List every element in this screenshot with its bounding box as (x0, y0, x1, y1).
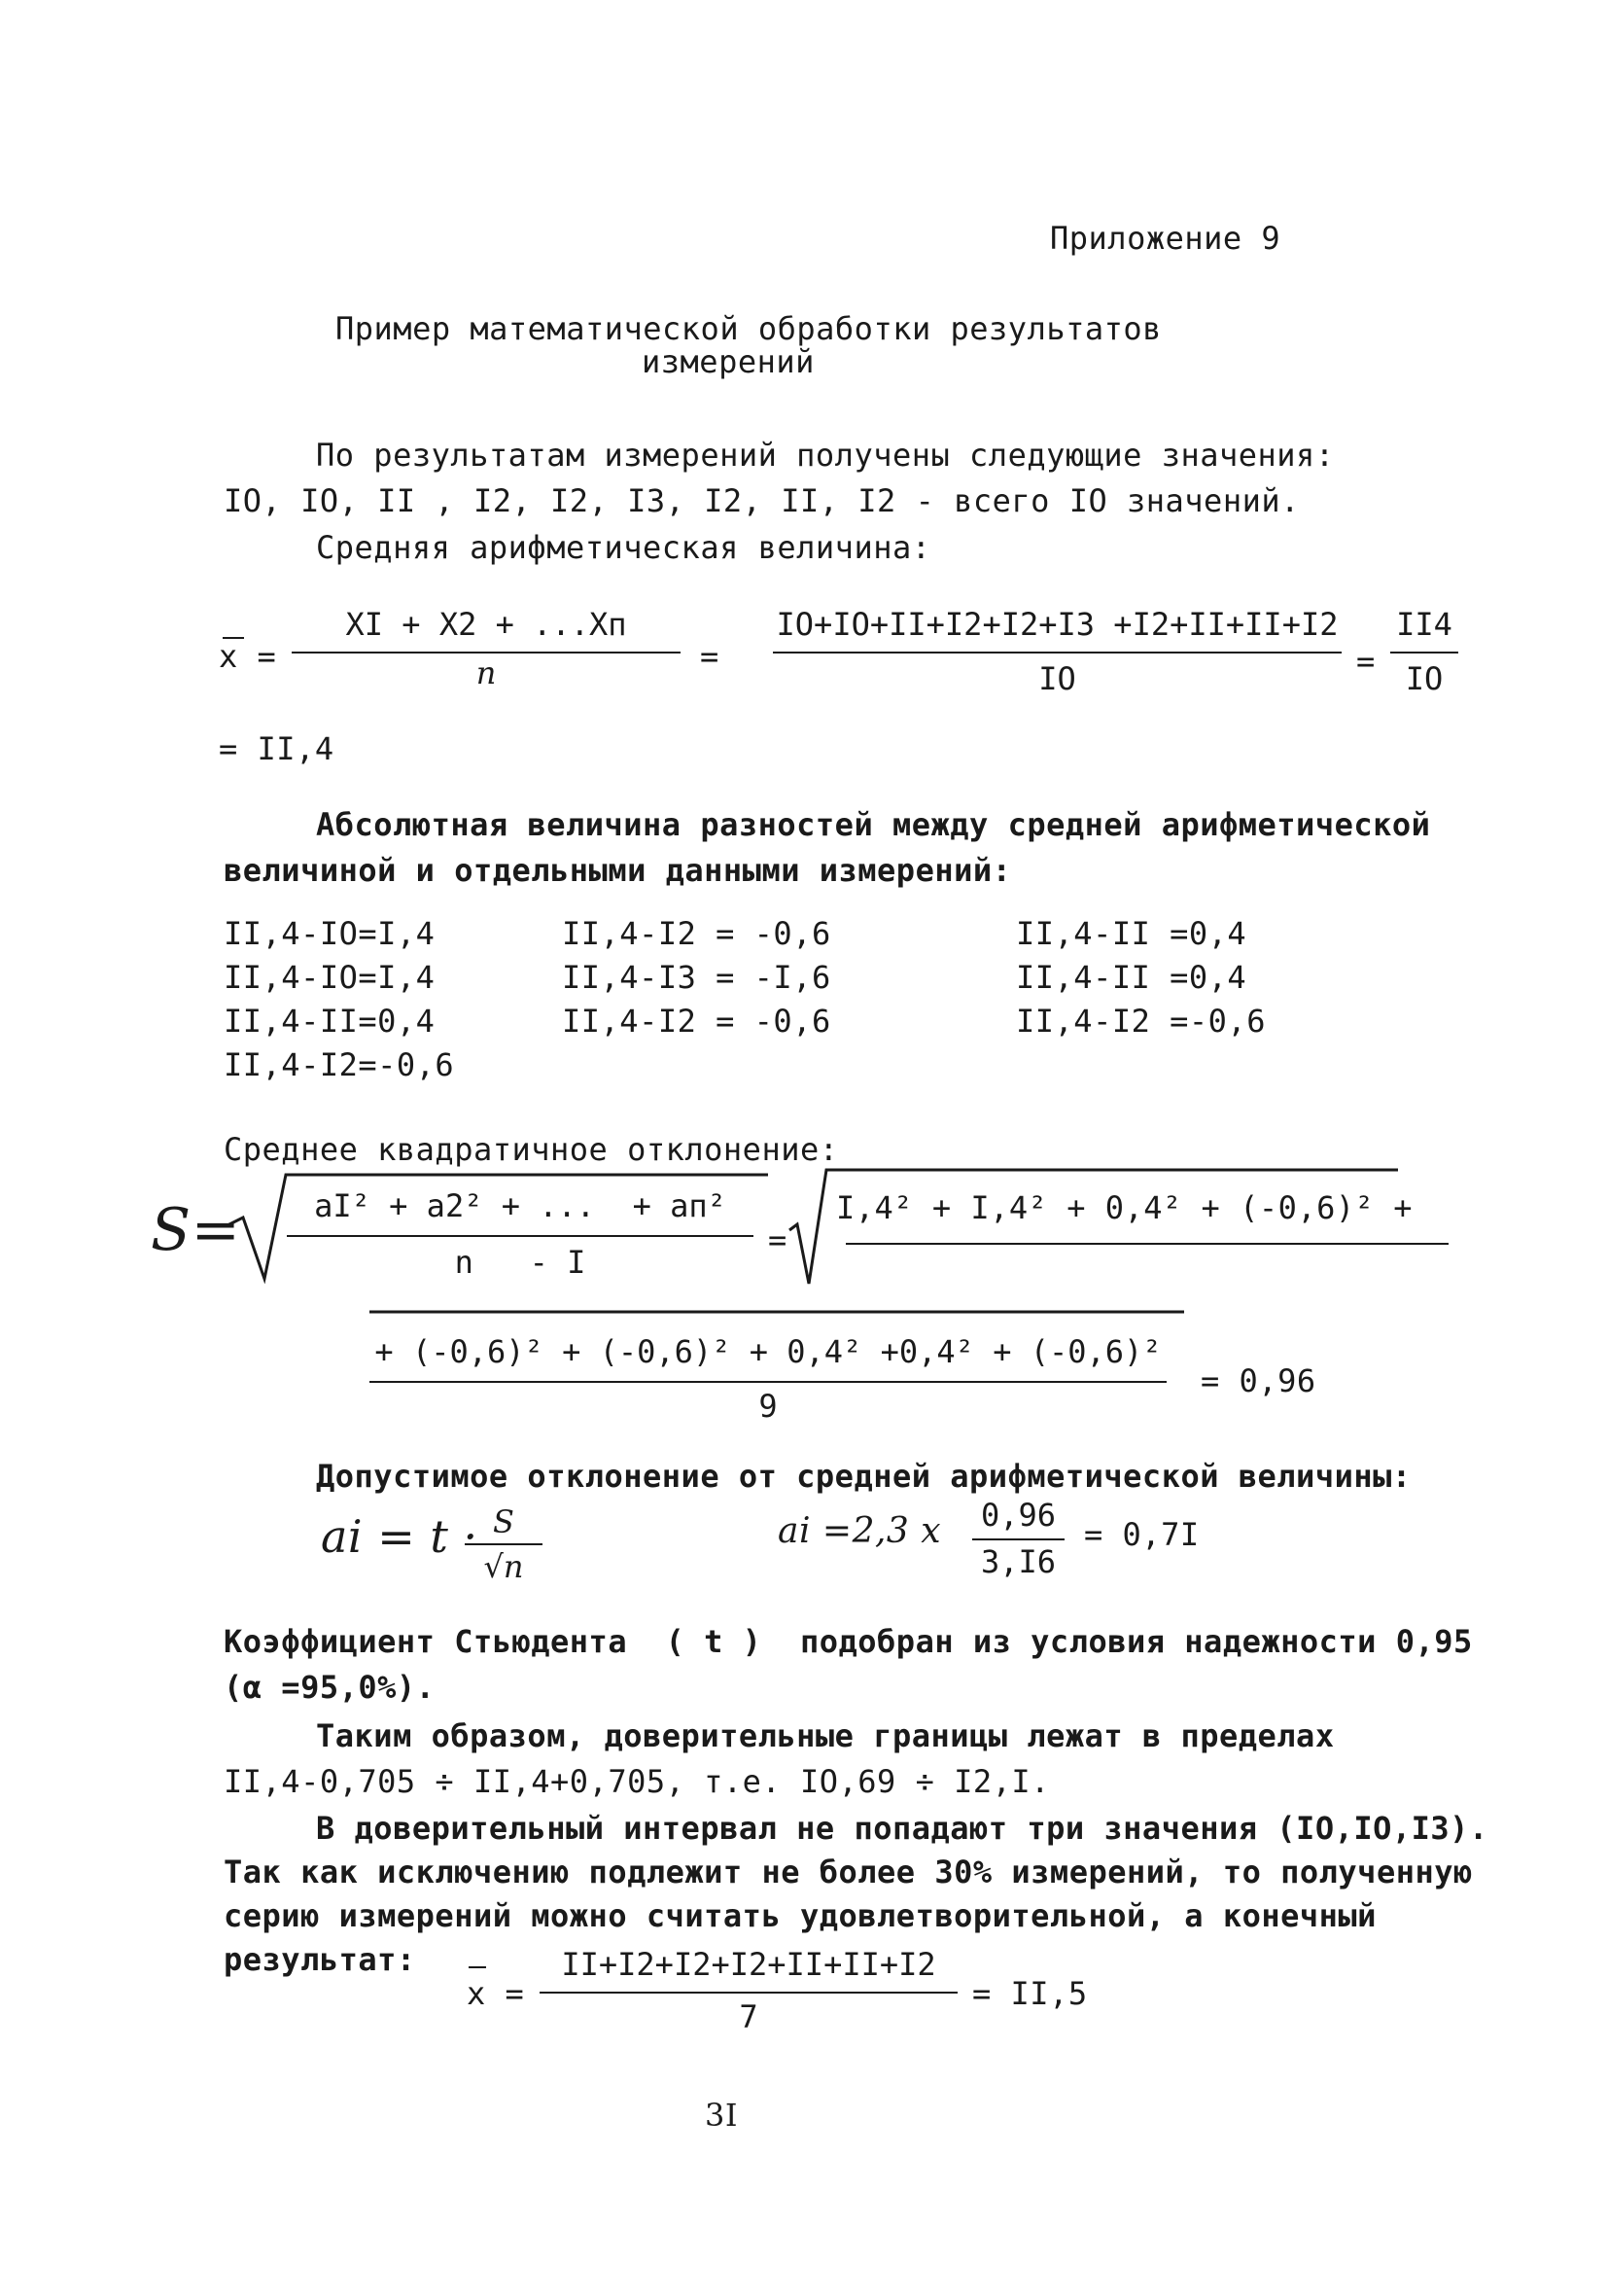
mean-fraction-denominator: n (475, 654, 497, 691)
abs-diff-col1-row1: II,4-IO=I,4 (224, 915, 436, 952)
abs-diff-col1-row4: II,4-I2=-0,6 (224, 1046, 455, 1083)
conclusion-line-4: результат: (224, 1941, 416, 1978)
final-bar-symbol (469, 1966, 486, 1968)
mean-equals-2: = (1356, 643, 1376, 680)
allowed-formula-lhs: ai = t · (321, 1510, 478, 1563)
title-line-1: Пример математической обработки результатов (335, 310, 1162, 347)
fraction-bar (465, 1543, 542, 1545)
page-number: 3I (705, 2097, 738, 2134)
fraction-bar (287, 1235, 753, 1237)
final-fraction (540, 1945, 958, 2042)
mean-lhs: x = (219, 638, 277, 675)
mean-fraction-result-numerator: II4 (1396, 606, 1452, 643)
std-symbol: S= (151, 1196, 241, 1264)
mean-fraction-numerator: XI + X2 + ...Xп (345, 606, 627, 643)
sqrt-overline-continuation (369, 1308, 1186, 1318)
allowed-formula-denominator: √n (483, 1548, 524, 1585)
abs-diff-col3-row2: II,4-II =0,4 (1016, 959, 1247, 996)
final-fraction-denominator: 7 (739, 1998, 758, 2035)
final-result: = II,5 (972, 1975, 1088, 2012)
conclusion-line-3: серию измерений можно считать удовлетворительной, а конечный (224, 1897, 1377, 1934)
allowed-formula-fraction (465, 1502, 542, 1590)
std-fraction-symbolic-numerator: aI² + a2² + ... + aп² (314, 1187, 726, 1224)
std-fraction-symbolic-denominator: n - I (454, 1244, 586, 1281)
abs-diff-col2-row3: II,4-I2 = -0,6 (562, 1003, 831, 1040)
mean-fraction-numeric-denominator: IO (1038, 660, 1076, 697)
abs-diff-line-1: Абсолютная величина разностей между средней арифметической (316, 806, 1431, 843)
fraction-bar (972, 1538, 1065, 1540)
allowed-calc-lhs: ai =2,3 x (778, 1511, 942, 1551)
allowed-calc-result: = 0,7I (1084, 1516, 1200, 1553)
abs-diff-col2-row1: II,4-I2 = -0,6 (562, 915, 831, 952)
mean-result: = II,4 (219, 730, 334, 767)
mean-fraction-result-denominator: IO (1405, 660, 1444, 697)
std-numeric-numerator-line-1: I,4² + I,4² + 0,4² + (-0,6)² + (836, 1189, 1413, 1226)
fraction-bar (1390, 652, 1458, 653)
allowed-calc-denominator: 3,I6 (980, 1543, 1057, 1580)
allowed-heading: Допустимое отклонение от средней арифметической величины: (316, 1458, 1412, 1495)
mean-fraction-symbolic (292, 603, 681, 690)
std-fraction-numeric (369, 1332, 1167, 1439)
abs-diff-col2-row2: II,4-I3 = -I,6 (562, 959, 831, 996)
allowed-calc-fraction (972, 1496, 1065, 1583)
mean-equals-1: = (700, 638, 719, 675)
abs-diff-line-2: величиной и отдельными данными измерений: (224, 852, 1012, 889)
fraction-bar-long (846, 1243, 1449, 1245)
final-lhs: x = (467, 1975, 525, 2012)
bounds-line-1: Таким образом, доверительные границы лежат в пределах (316, 1717, 1335, 1754)
title-line-2: измерений (642, 343, 815, 380)
std-numeric-numerator-line-2: + (-0,6)² + (-0,6)² + 0,4² +0,4² + (-0,6)² (374, 1333, 1162, 1370)
std-result: = 0,96 (1201, 1362, 1316, 1399)
abs-diff-col1-row3: II,4-II=0,4 (224, 1003, 436, 1040)
abs-diff-col3-row3: II,4-I2 =-0,6 (1016, 1003, 1266, 1040)
std-equals: = (768, 1221, 787, 1258)
allowed-calc-numerator: 0,96 (980, 1497, 1057, 1534)
mean-fraction-result (1390, 603, 1458, 697)
conclusion-line-1: В доверительный интервал не попадают три значения (IO,IO,I3). (316, 1810, 1488, 1847)
allowed-formula-numerator: S (493, 1503, 514, 1540)
bounds-line-2: II,4-0,705 ÷ II,4+0,705, т.е. IO,69 ÷ I2,I. (224, 1763, 1050, 1800)
fraction-bar (773, 652, 1342, 653)
final-fraction-numerator: II+I2+I2+I2+II+II+I2 (561, 1946, 936, 1983)
intro-line-2: IO, IO, II , I2, I2, I3, I2, II, I2 - всего IO значений. (224, 482, 1300, 519)
std-numeric-denominator: 9 (758, 1388, 778, 1425)
intro-line-3: Средняя арифметическая величина: (316, 529, 931, 566)
intro-line-1: По результатам измерений получены следующие значения: (316, 437, 1335, 474)
std-heading: Среднее квадратичное отклонение: (224, 1131, 839, 1168)
mean-fraction-numeric-numerator: IO+IO+II+I2+I2+I3 +I2+II+II+I2 (776, 606, 1339, 643)
abs-diff-col3-row1: II,4-II =0,4 (1016, 915, 1247, 952)
mean-bar-symbol (223, 637, 244, 639)
student-line-1: Коэффициент Стьюдента ( t ) подобран из условия надежности 0,95 (224, 1623, 1473, 1660)
appendix-label: Приложение 9 (1050, 220, 1281, 257)
abs-diff-col1-row2: II,4-IO=I,4 (224, 959, 436, 996)
mean-fraction-numeric (773, 603, 1342, 697)
fraction-bar (369, 1381, 1167, 1383)
student-line-2: (α =95,0%). (224, 1669, 436, 1706)
std-fraction-symbolic (287, 1184, 753, 1291)
fraction-bar (540, 1992, 958, 1994)
conclusion-line-2: Так как исключению подлежит не более 30% измерений, то полученную (224, 1854, 1473, 1890)
